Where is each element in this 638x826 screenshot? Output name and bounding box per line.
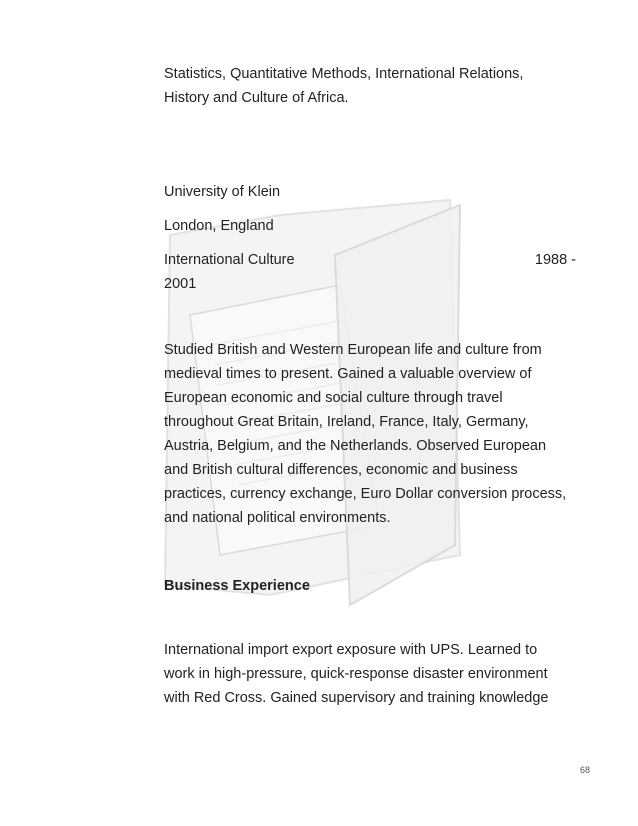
program-years-end: 2001 (164, 276, 197, 292)
business-line: International import export exposure with UPS. Learned to (164, 642, 538, 658)
page-number: 68 (579, 765, 590, 775)
business-line: work in high-pressure, quick-response disaster environment (164, 666, 548, 682)
description-line: Studied British and Western European life and culture from (164, 342, 542, 358)
description-line: European economic and social culture through travel (164, 390, 503, 406)
description-line: Austria, Belgium, and the Netherlands. Observed European (164, 438, 547, 454)
institution-name: University of Klein (164, 184, 281, 200)
section-heading: Business Experience (164, 578, 310, 594)
fields-line: History and Culture of Africa. (164, 90, 349, 106)
program-name: International Culture (164, 252, 295, 268)
description-line: and national political environments. (164, 510, 391, 526)
description-line: medieval times to present. Gained a valuable overview of (164, 366, 532, 382)
education-entry (164, 180, 584, 296)
education-description (164, 338, 584, 530)
education-fields (164, 62, 584, 110)
description-line: practices, currency exchange, Euro Dollar conversion process, (164, 486, 567, 502)
business-line: with Red Cross. Gained supervisory and training knowledge (164, 690, 549, 706)
business-section (164, 574, 584, 598)
program-years-start: 1988 - (534, 252, 576, 268)
business-description (164, 638, 584, 710)
fields-line: Statistics, Quantitative Methods, International Relations, (164, 66, 524, 82)
program-row (164, 248, 584, 272)
description-line: throughout Great Britain, Ireland, France, Italy, Germany, (164, 414, 529, 430)
institution-location: London, England (164, 218, 274, 234)
description-line: and British cultural differences, economic and business (164, 462, 518, 478)
